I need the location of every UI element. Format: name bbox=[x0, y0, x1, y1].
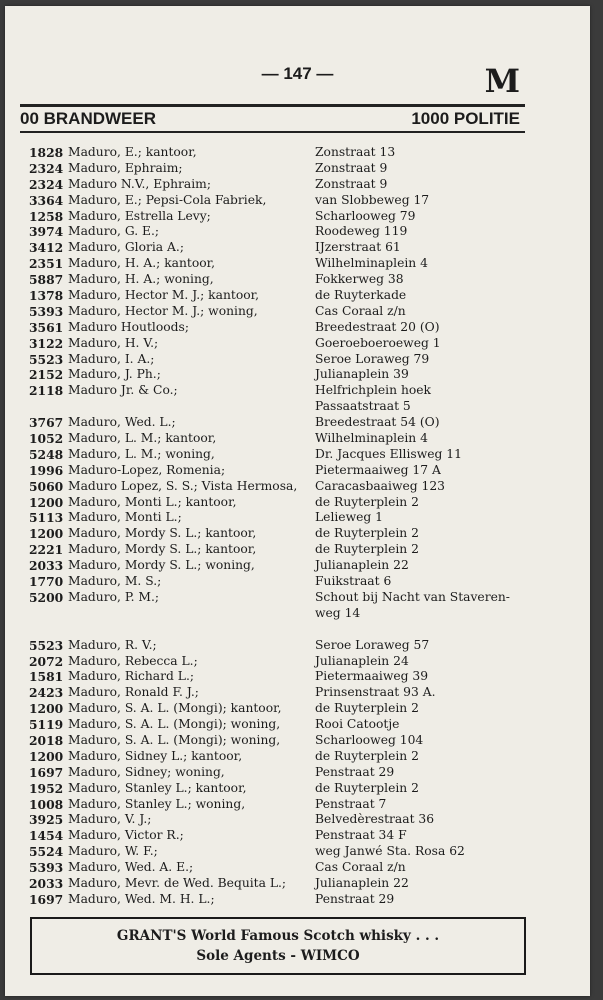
header-fire-number: 00 BRANDWEER bbox=[20, 109, 157, 128]
directory-entry bbox=[5, 209, 590, 225]
entry-address: Fuikstraat 6 bbox=[315, 574, 392, 589]
entry-address: Goeroeboeroeweg 1 bbox=[315, 335, 441, 350]
directory-entry bbox=[5, 193, 590, 209]
directory-entry bbox=[5, 860, 590, 876]
entry-name: Maduro, Victor R.; bbox=[68, 828, 184, 843]
entry-name: Maduro, Wed. M. H. L.; bbox=[68, 891, 215, 906]
entry-address: Fokkerweg 38 bbox=[315, 272, 404, 287]
entry-number: 1200 bbox=[29, 701, 64, 717]
directory-entry bbox=[5, 431, 590, 447]
entry-address: Wilhelminaplein 4 bbox=[315, 256, 428, 271]
entry-address: Dr. Jacques Ellisweg 11 bbox=[315, 446, 462, 461]
entry-number: 3122 bbox=[29, 335, 64, 351]
entry-name: Maduro, E.; Pepsi-Cola Fabriek, bbox=[68, 192, 267, 207]
entry-name: Maduro, J. Ph.; bbox=[68, 367, 161, 382]
header-police-number: 1000 POLITIE bbox=[411, 109, 520, 128]
entry-number: 2324 bbox=[29, 176, 64, 192]
entry-number: 1200 bbox=[29, 526, 64, 542]
directory-entry bbox=[5, 606, 590, 622]
advertisement-box bbox=[30, 917, 526, 975]
directory-entry bbox=[5, 685, 590, 701]
directory-entry bbox=[5, 240, 590, 256]
entry-number: 1454 bbox=[29, 828, 64, 844]
directory-entry bbox=[5, 463, 590, 479]
entry-address: de Ruyterplein 2 bbox=[315, 542, 419, 557]
entry-address: Seroe Loraweg 79 bbox=[315, 351, 430, 366]
directory-entry bbox=[5, 510, 590, 526]
entry-number: 1770 bbox=[29, 574, 64, 590]
entry-number: 5200 bbox=[29, 589, 64, 605]
entry-name: Maduro, Monti L.; bbox=[68, 510, 182, 525]
entry-name: Maduro, Ronald F. J.; bbox=[68, 685, 199, 700]
directory-entry bbox=[5, 622, 590, 638]
entry-address: weg 14 bbox=[315, 605, 361, 620]
entry-address: Prinsenstraat 93 A. bbox=[315, 685, 436, 700]
entry-number: 3412 bbox=[29, 240, 64, 256]
entry-address: Penstraat 34 F bbox=[315, 828, 407, 843]
entry-address: Zonstraat 9 bbox=[315, 176, 388, 191]
entry-number: 5523 bbox=[29, 637, 64, 653]
entry-number: 2221 bbox=[29, 542, 64, 558]
entry-number: 2118 bbox=[29, 383, 64, 399]
directory-entry bbox=[5, 574, 590, 590]
entry-number: 5248 bbox=[29, 446, 64, 462]
directory-entry bbox=[5, 812, 590, 828]
entry-name: Maduro, Richard L.; bbox=[68, 669, 195, 684]
directory-entry bbox=[5, 256, 590, 272]
entry-name: Maduro, L. M.; woning, bbox=[68, 446, 215, 461]
entry-name: Maduro, G. E.; bbox=[68, 224, 160, 239]
directory-entry bbox=[5, 828, 590, 844]
entry-address: de Ruyterplein 2 bbox=[315, 701, 419, 716]
directory-entry bbox=[5, 669, 590, 685]
entry-number: 1952 bbox=[29, 780, 64, 796]
directory-entry bbox=[5, 415, 590, 431]
entry-address: Julianaplein 22 bbox=[315, 558, 409, 573]
entry-address: de Ruyterplein 2 bbox=[315, 780, 419, 795]
directory-entry bbox=[5, 749, 590, 765]
entry-number: 1697 bbox=[29, 764, 64, 780]
entry-name: Maduro, R. V.; bbox=[68, 637, 157, 652]
directory-entry bbox=[5, 844, 590, 860]
entry-name: Maduro Lopez, S. S.; Vista Hermosa, bbox=[68, 478, 298, 493]
entry-name: Maduro, S. A. L. (Mongi); woning, bbox=[68, 732, 281, 747]
directory-entry bbox=[5, 161, 590, 177]
entry-address: de Ruyterkade bbox=[315, 288, 407, 303]
entry-number: 1052 bbox=[29, 431, 64, 447]
advertisement-line-1: GRANT'S World Famous Scotch whisky . . . bbox=[116, 928, 440, 944]
directory-entry bbox=[5, 352, 590, 368]
entry-name: Maduro, V. J.; bbox=[68, 812, 152, 827]
entry-name: Maduro, Sidney L.; kantoor, bbox=[68, 748, 243, 763]
directory-entry bbox=[5, 224, 590, 240]
entry-name: Maduro, L. M.; kantoor, bbox=[68, 431, 217, 446]
directory-entry bbox=[5, 177, 590, 193]
directory-listing bbox=[5, 145, 590, 908]
entry-address: Rooi Catootje bbox=[315, 717, 400, 732]
entry-number: 2423 bbox=[29, 685, 64, 701]
entry-number: 2324 bbox=[29, 160, 64, 176]
entry-number: 5393 bbox=[29, 303, 64, 319]
entry-number: 3974 bbox=[29, 224, 64, 240]
directory-entry bbox=[5, 781, 590, 797]
entry-name: Maduro, S. A. L. (Mongi); woning, bbox=[68, 717, 281, 732]
entry-address: Caracasbaaiweg 123 bbox=[315, 478, 445, 493]
directory-entry bbox=[5, 336, 590, 352]
directory-entry bbox=[5, 638, 590, 654]
entry-number: 5887 bbox=[29, 272, 64, 288]
entry-name: Maduro, Monti L.; kantoor, bbox=[68, 494, 237, 509]
directory-entry bbox=[5, 304, 590, 320]
entry-number: 2152 bbox=[29, 367, 64, 383]
entry-number: 5119 bbox=[29, 717, 64, 733]
directory-entry bbox=[5, 495, 590, 511]
entry-number: 3364 bbox=[29, 192, 64, 208]
entry-address: de Ruyterplein 2 bbox=[315, 494, 419, 509]
entry-number: 2018 bbox=[29, 732, 64, 748]
section-letter: M bbox=[484, 62, 520, 100]
entry-name: Maduro, W. F.; bbox=[68, 844, 158, 859]
entry-number: 1581 bbox=[29, 669, 64, 685]
directory-entry bbox=[5, 526, 590, 542]
entry-address: Zonstraat 13 bbox=[315, 145, 396, 159]
entry-address: Helfrichplein hoek bbox=[315, 383, 431, 398]
entry-address: weg Janwé Sta. Rosa 62 bbox=[315, 844, 465, 859]
directory-entry bbox=[5, 765, 590, 781]
entry-number: 1008 bbox=[29, 796, 64, 812]
entry-name: Maduro Houtloods; bbox=[68, 319, 189, 334]
entry-number: 3561 bbox=[29, 319, 64, 335]
entry-address: IJzerstraat 61 bbox=[315, 240, 401, 255]
entry-address: Julianaplein 22 bbox=[315, 875, 409, 890]
entry-name: Maduro, H. A.; woning, bbox=[68, 272, 214, 287]
directory-entry bbox=[5, 797, 590, 813]
entry-name: Maduro, Estrella Levy; bbox=[68, 208, 211, 223]
entry-address: Breedestraat 54 (O) bbox=[315, 415, 440, 430]
entry-address: Julianaplein 39 bbox=[315, 367, 409, 382]
entry-number: 1697 bbox=[29, 891, 64, 907]
entry-address: Seroe Loraweg 57 bbox=[315, 637, 430, 652]
directory-entry bbox=[5, 733, 590, 749]
directory-entry bbox=[5, 590, 590, 606]
directory-entry bbox=[5, 542, 590, 558]
directory-page bbox=[5, 6, 590, 996]
header-rule-top bbox=[20, 104, 525, 107]
entry-number: 2033 bbox=[29, 875, 64, 891]
entry-number: 1996 bbox=[29, 462, 64, 478]
entry-name: Maduro, Mordy S. L.; kantoor, bbox=[68, 542, 257, 557]
entry-number: 2351 bbox=[29, 256, 64, 272]
entry-name: Maduro N.V., Ephraim; bbox=[68, 176, 211, 191]
entry-address: Zonstraat 9 bbox=[315, 160, 388, 175]
entry-address: Penstraat 29 bbox=[315, 891, 395, 906]
entry-name: Maduro, Wed. L.; bbox=[68, 415, 176, 430]
directory-entry bbox=[5, 479, 590, 495]
directory-entry bbox=[5, 145, 590, 161]
entry-name: Maduro, P. M.; bbox=[68, 589, 160, 604]
directory-entry bbox=[5, 367, 590, 383]
entry-address: Scharlooweg 104 bbox=[315, 732, 424, 747]
entry-address: van Slobbeweg 17 bbox=[315, 192, 430, 207]
entry-number: 2033 bbox=[29, 558, 64, 574]
entry-number: 1258 bbox=[29, 208, 64, 224]
entry-address: Cas Coraal z/n bbox=[315, 860, 406, 875]
entry-number: 1200 bbox=[29, 494, 64, 510]
directory-entry bbox=[5, 892, 590, 908]
entry-name: Maduro-Lopez, Romenia; bbox=[68, 462, 226, 477]
entry-name: Maduro, H. V.; bbox=[68, 335, 159, 350]
entry-address: de Ruyterplein 2 bbox=[315, 748, 419, 763]
entry-address: de Ruyterplein 2 bbox=[315, 526, 419, 541]
entry-number: 5060 bbox=[29, 478, 64, 494]
entry-number: 1200 bbox=[29, 748, 64, 764]
entry-address: Passaatstraat 5 bbox=[315, 399, 411, 414]
entry-name: Maduro, E.; kantoor, bbox=[68, 145, 197, 159]
directory-entry bbox=[5, 654, 590, 670]
page-number: — 147 — bbox=[261, 64, 334, 83]
entry-address: Julianaplein 24 bbox=[315, 653, 409, 668]
entry-name: Maduro, S. A. L. (Mongi); kantoor, bbox=[68, 701, 282, 716]
directory-entry bbox=[5, 717, 590, 733]
entry-name: Maduro, Stanley L.; kantoor, bbox=[68, 780, 247, 795]
entry-name: Maduro, Rebecca L.; bbox=[68, 653, 198, 668]
entry-address: Wilhelminaplein 4 bbox=[315, 431, 428, 446]
directory-entry bbox=[5, 447, 590, 463]
directory-entry bbox=[5, 320, 590, 336]
entry-number: 2072 bbox=[29, 653, 64, 669]
entry-number: 5524 bbox=[29, 844, 64, 860]
entry-address: Pietermaaiweg 39 bbox=[315, 669, 429, 684]
entry-name: Maduro, Ephraim; bbox=[68, 160, 183, 175]
directory-entry bbox=[5, 272, 590, 288]
directory-entry bbox=[5, 876, 590, 892]
entry-number: 5393 bbox=[29, 860, 64, 876]
entry-number: 1378 bbox=[29, 288, 64, 304]
entry-name: Maduro, Wed. A. E.; bbox=[68, 860, 194, 875]
entry-name: Maduro Jr. & Co.; bbox=[68, 383, 178, 398]
entry-number: 3925 bbox=[29, 812, 64, 828]
entry-name: Maduro, M. S.; bbox=[68, 574, 162, 589]
directory-entry bbox=[5, 288, 590, 304]
entry-address: Cas Coraal z/n bbox=[315, 303, 406, 318]
header-rule-bottom bbox=[20, 131, 525, 133]
entry-address: Pietermaaiweg 17 A bbox=[315, 462, 441, 477]
entry-address: Penstraat 29 bbox=[315, 764, 395, 779]
directory-entry bbox=[5, 701, 590, 717]
entry-name: Maduro, Stanley L.; woning, bbox=[68, 796, 246, 811]
entry-name: Maduro, Hector M. J.; kantoor, bbox=[68, 288, 260, 303]
directory-entry bbox=[5, 399, 590, 415]
entry-name: Maduro, Mordy S. L.; woning, bbox=[68, 558, 255, 573]
entry-name: Maduro, I. A.; bbox=[68, 351, 155, 366]
entry-address: Belvedèrestraat 36 bbox=[315, 812, 435, 827]
entry-name: Maduro, Mevr. de Wed. Bequita L.; bbox=[68, 875, 287, 890]
directory-entry bbox=[5, 558, 590, 574]
entry-address: Penstraat 7 bbox=[315, 796, 387, 811]
entry-number: 1828 bbox=[29, 145, 64, 160]
entry-address: Scharlooweg 79 bbox=[315, 208, 416, 223]
entry-name: Maduro, Hector M. J.; woning, bbox=[68, 303, 258, 318]
entry-address: Breedestraat 20 (O) bbox=[315, 319, 440, 334]
entry-number: 5113 bbox=[29, 510, 64, 526]
entry-address: Lelieweg 1 bbox=[315, 510, 383, 525]
entry-name: Maduro, Sidney; woning, bbox=[68, 764, 225, 779]
entry-address: Schout bij Nacht van Staveren- bbox=[315, 589, 510, 604]
entry-name: Maduro, H. A.; kantoor, bbox=[68, 256, 216, 271]
entry-number: 3767 bbox=[29, 415, 64, 431]
advertisement-line-2: Sole Agents - WIMCO bbox=[196, 948, 360, 964]
entry-address: Roodeweg 119 bbox=[315, 224, 408, 239]
directory-entry bbox=[5, 383, 590, 399]
entry-name: Maduro, Mordy S. L.; kantoor, bbox=[68, 526, 257, 541]
entry-name: Maduro, Gloria A.; bbox=[68, 240, 184, 255]
entry-number: 5523 bbox=[29, 351, 64, 367]
